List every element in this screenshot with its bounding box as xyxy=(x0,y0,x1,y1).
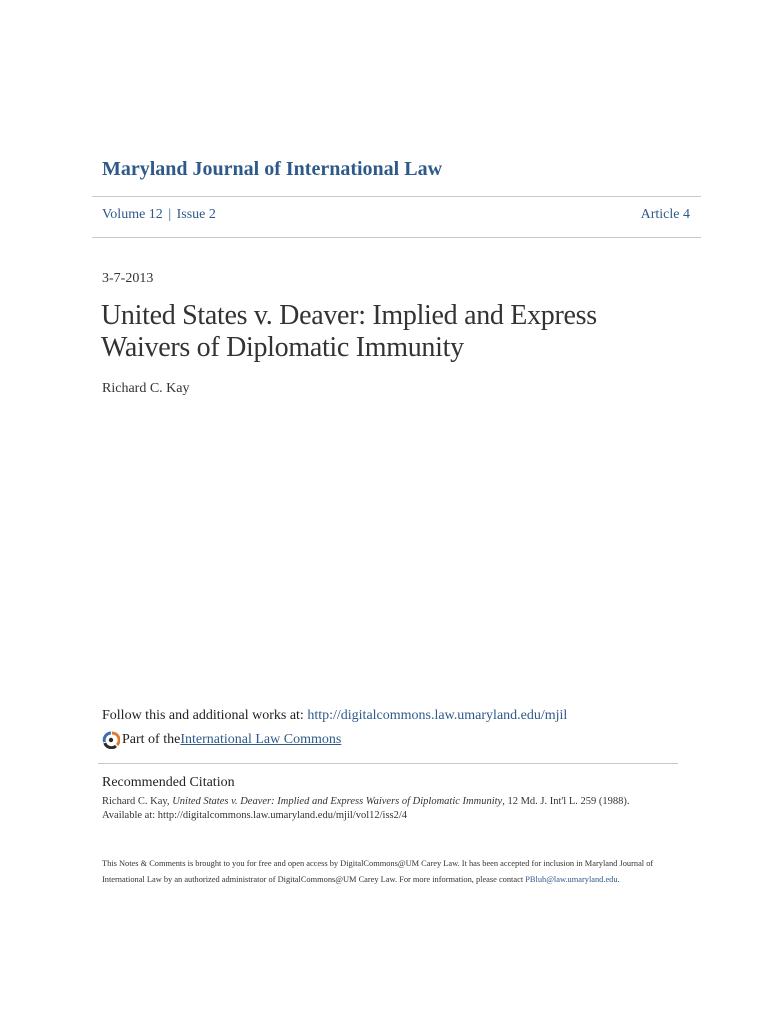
citation-source: , 12 Md. J. Int'l L. 259 (1988). xyxy=(502,796,630,807)
follow-line xyxy=(102,708,567,724)
contact-email-link[interactable]: PBluh@law.umaryland.edu xyxy=(525,874,618,884)
volume-link[interactable]: Volume 12 xyxy=(102,207,163,222)
notice-text: This Notes & Comments is brought to you for free and open access by DigitalCommons@UM Carey Law. It has been accepted for inclusion in Maryland Journal of International Law by an authorized administrator of DigitalCommons@UM Carey Law. For more information, please contact xyxy=(102,859,654,884)
follow-url-link[interactable]: http://digitalcommons.law.umaryland.edu/mjil xyxy=(307,708,568,723)
commons-link[interactable]: International Law Commons xyxy=(180,732,342,747)
notice-end: . xyxy=(617,874,620,884)
part-of-label: Part of the xyxy=(122,732,181,747)
article-title xyxy=(101,300,641,364)
part-of-line xyxy=(102,731,341,749)
volume-issue xyxy=(102,207,216,223)
publication-date: 3-7-2013 xyxy=(102,271,154,286)
divider-top xyxy=(92,196,701,197)
access-notice xyxy=(102,856,662,887)
recommended-citation-heading: Recommended Citation xyxy=(102,775,235,790)
journal-title[interactable]: Maryland Journal of International Law xyxy=(102,158,443,180)
article-title-line-1: United States v. Deaver: Implied and Express xyxy=(101,300,597,331)
network-commons-icon xyxy=(102,731,120,749)
divider-issue xyxy=(92,237,701,238)
follow-label: Follow this and additional works at: xyxy=(102,708,308,723)
citation-available: Available at: http://digitalcommons.law.umaryland.edu/mjil/vol12/iss2/4 xyxy=(102,810,408,821)
citation-line xyxy=(102,795,702,809)
citation-author: Richard C. Kay, xyxy=(102,796,173,807)
citation-body xyxy=(102,795,702,823)
author-name: Richard C. Kay xyxy=(102,381,190,396)
issue-link[interactable]: Issue 2 xyxy=(176,207,216,222)
article-link[interactable]: Article 4 xyxy=(640,207,690,222)
article-number xyxy=(641,207,690,223)
citation-title: United States v. Deaver: Implied and Express Waivers of Diplomatic Immunity xyxy=(172,796,503,807)
article-title-line-2: Waivers of Diplomatic Immunity xyxy=(101,332,464,363)
divider-citation xyxy=(98,763,678,764)
issue-separator: | xyxy=(168,207,172,222)
